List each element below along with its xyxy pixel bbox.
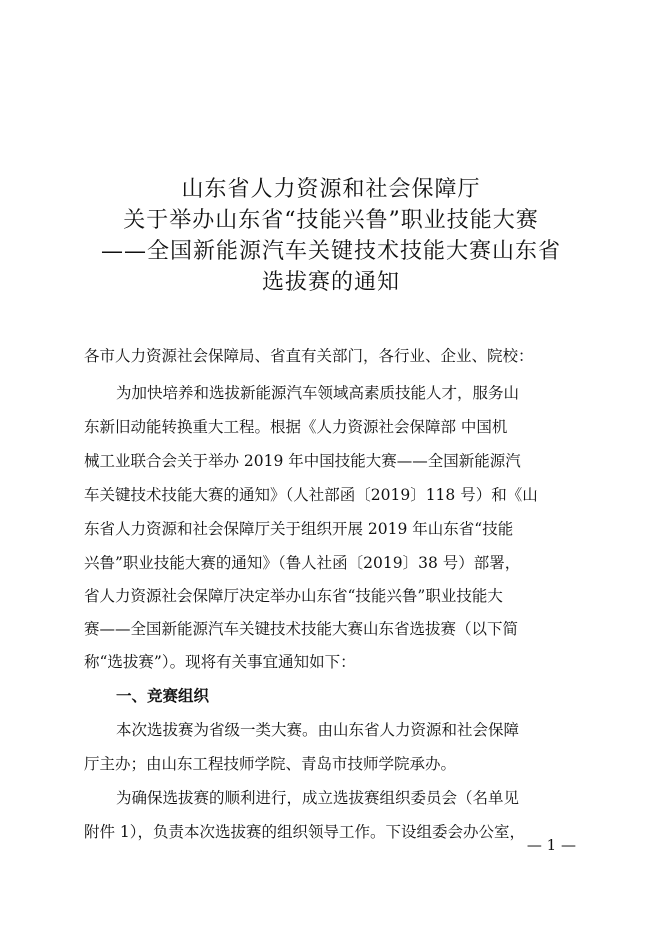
paragraph-2-line: 厅主办；由山东工程技师学院、青岛市技师学院承办。 xyxy=(84,755,457,773)
paragraph-1-line: 为加快培养和选拔新能源汽车领域高素质技能人才，服务山 xyxy=(116,384,520,402)
page-number: — 1 — xyxy=(526,836,576,854)
paragraph-1-line: 赛——全国新能源汽车关键技术技能大赛山东省选拔赛（以下简 xyxy=(84,620,519,638)
paragraph-1-line: 省人力资源社会保障厅决定举办山东省“技能兴鲁”职业技能大 xyxy=(84,587,503,605)
paragraph-1-line: 车关键技术技能大赛的通知》（人社部函〔2019〕118 号）和《山 xyxy=(84,486,538,504)
title-line-3: ——全国新能源汽车关键技术技能大赛山东省 xyxy=(100,239,561,264)
title-line-2: 关于举办山东省“技能兴鲁”职业技能大赛 xyxy=(123,208,539,233)
document-title xyxy=(60,174,602,298)
title-line-1: 山东省人力资源和社会保障厅 xyxy=(181,177,481,202)
paragraph-1-line: 称“选拔赛”）。现将有关事宜通知如下： xyxy=(84,653,356,671)
paragraph-1-line: 东省人力资源和社会保障厅关于组织开展 2019 年山东省“技能 xyxy=(84,520,514,538)
paragraph-1-line: 东新旧动能转换重大工程。根据《人力资源社会保障部 中国机 xyxy=(84,418,508,436)
paragraph-1-line: 兴鲁”职业技能大赛的通知》（鲁人社函〔2019〕38 号）部署， xyxy=(84,554,521,572)
title-line-4: 选拔赛的通知 xyxy=(261,270,400,295)
salutation: 各市人力资源社会保障局、省直有关部门，各行业、企业、院校： xyxy=(84,347,534,365)
paragraph-2-line: 本次选拔赛为省级一类大赛。由山东省人力资源和社会保障 xyxy=(116,721,520,739)
paragraph-1-line: 械工业联合会关于举办 2019 年中国技能大赛——全国新能源汽 xyxy=(84,452,521,470)
paragraph-3-line: 为确保选拔赛的顺利进行，成立选拔赛组织委员会（名单见 xyxy=(116,789,520,807)
paragraph-3-line: 附件 1），负责本次选拔赛的组织领导工作。下设组委会办公室， xyxy=(84,823,526,841)
section-heading-1: 一、竞赛组织 xyxy=(116,687,210,705)
